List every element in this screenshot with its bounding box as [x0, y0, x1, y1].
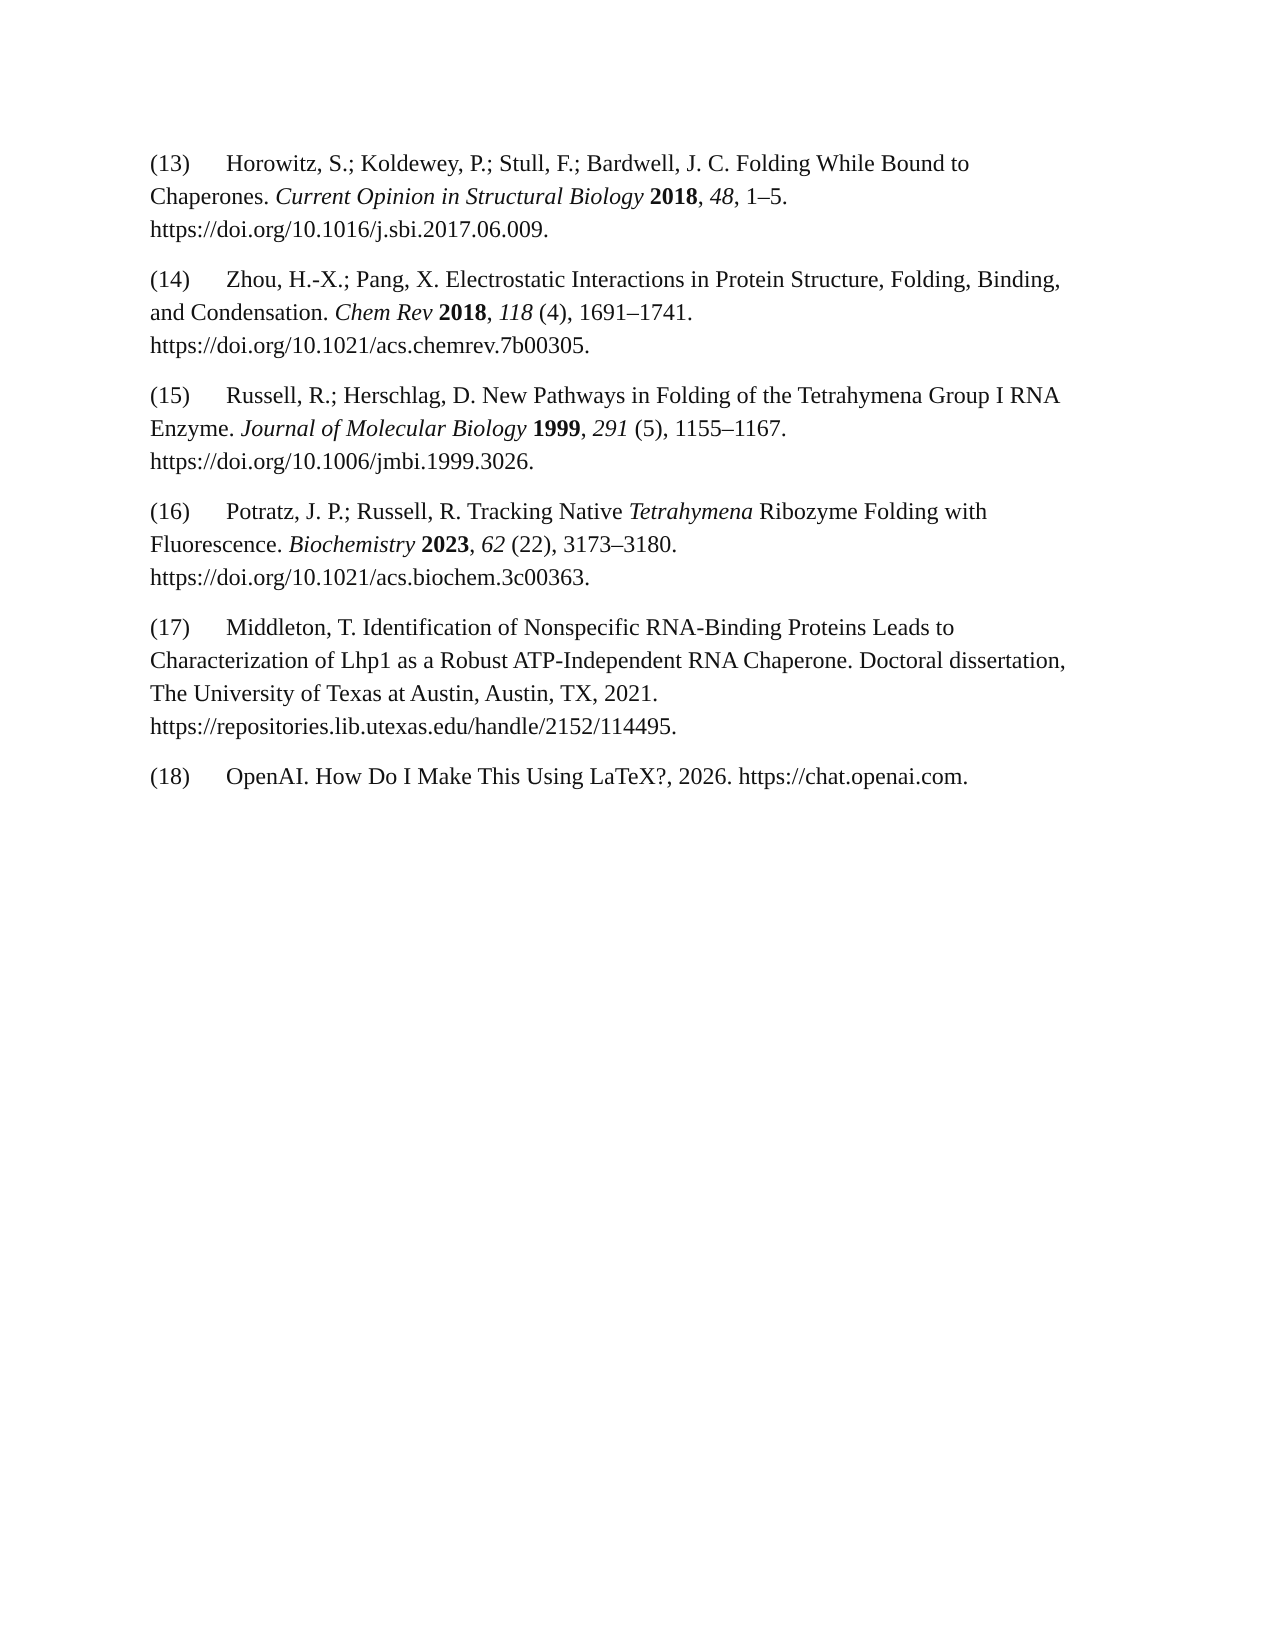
reference-volume: 118 — [498, 300, 533, 326]
reference-volume: 48 — [709, 184, 734, 210]
reference-title: Chaperones. — [150, 184, 270, 210]
reference-year: 1999 — [532, 416, 581, 442]
reference-line: Characterization of Lhp1 as a Robust ATP-Independent RNA Chaperone. Doctoral dissertation, — [150, 648, 1066, 674]
reference-15 — [150, 380, 1110, 479]
reference-year: 2023 — [421, 532, 470, 558]
reference-pages: , 1–5. — [733, 184, 788, 210]
reference-line — [150, 496, 1110, 529]
reference-14 — [150, 264, 1110, 363]
reference-journal: Biochemistry — [288, 532, 416, 558]
reference-title-organism: Tetrahymena — [628, 499, 754, 525]
reference-number: (17) — [150, 615, 190, 641]
reference-line: Enzyme. Journal of Molecular Biology 1999, 291 (5), 1155–1167. — [150, 416, 787, 442]
reference-line: Chaperones. Current Opinion in Structural Biology 2018, 48, 1–5. — [150, 184, 788, 210]
reference-url: https://repositories.lib.utexas.edu/handle/2152/114495. — [150, 714, 678, 740]
reference-number: (15) — [150, 383, 190, 409]
reference-number: (13) — [150, 151, 190, 177]
reference-16 — [150, 496, 1110, 595]
reference-13 — [150, 148, 1110, 247]
reference-list — [150, 148, 1110, 811]
reference-authors: Middleton, T. — [226, 615, 357, 641]
reference-line — [150, 761, 1110, 794]
reference-year: 2018 — [649, 184, 698, 210]
reference-doi: https://doi.org/10.1021/acs.biochem.3c00363. — [150, 565, 591, 591]
reference-line — [150, 380, 1110, 413]
reference-title: Identification of Nonspecific RNA-Binding Proteins Leads to — [362, 615, 955, 641]
reference-authors: Russell, R.; Herschlag, D. — [226, 383, 476, 409]
reference-line: The University of Texas at Austin, Austin, TX, 2021. — [150, 681, 659, 707]
reference-journal: Journal of Molecular Biology — [240, 416, 527, 442]
reference-title: Ribozyme Folding with — [759, 499, 988, 525]
reference-authors: Zhou, H.-X.; Pang, X. — [226, 267, 440, 293]
reference-volume: 291 — [592, 416, 629, 442]
reference-pages: (5), 1155–1167. — [628, 416, 787, 442]
reference-journal: Current Opinion in Structural Biology — [275, 184, 644, 210]
reference-journal: Chem Rev — [334, 300, 433, 326]
reference-doi: https://doi.org/10.1006/jmbi.1999.3026. — [150, 449, 535, 475]
reference-number: (18) — [150, 764, 190, 790]
reference-pages: (22), 3173–3180. — [505, 532, 678, 558]
reference-line — [150, 612, 1110, 645]
reference-line — [150, 148, 1110, 181]
reference-pages: (4), 1691–1741. — [532, 300, 693, 326]
reference-title: Electrostatic Interactions in Protein Structure, Folding, Binding, — [445, 267, 1061, 293]
reference-volume: 62 — [481, 532, 506, 558]
reference-doi: https://doi.org/10.1021/acs.chemrev.7b00305. — [150, 333, 590, 359]
reference-title: Enzyme. — [150, 416, 235, 442]
reference-line: Fluorescence. Biochemistry 2023, 62 (22), 3173–3180. — [150, 532, 678, 558]
reference-number: (16) — [150, 499, 190, 525]
reference-authors: Potratz, J. P.; Russell, R. — [226, 499, 462, 525]
reference-line: and Condensation. Chem Rev 2018, 118 (4), 1691–1741. — [150, 300, 693, 326]
reference-year: 2018 — [438, 300, 487, 326]
reference-18 — [150, 761, 1110, 794]
reference-title: Fluorescence. — [150, 532, 283, 558]
reference-title: Folding While Bound to — [735, 151, 970, 177]
reference-doi: https://doi.org/10.1016/j.sbi.2017.06.009. — [150, 217, 549, 243]
reference-authors: Horowitz, S.; Koldewey, P.; Stull, F.; Bardwell, J. C. — [226, 151, 730, 177]
reference-title: New Pathways in Folding of the Tetrahymena Group I RNA — [481, 383, 1061, 409]
reference-line — [150, 264, 1110, 297]
reference-title: Tracking Native — [466, 499, 623, 525]
reference-17 — [150, 612, 1110, 744]
reference-text: OpenAI. How Do I Make This Using LaTeX?, 2026. https://chat.openai.com. — [226, 764, 969, 790]
reference-number: (14) — [150, 267, 190, 293]
reference-title: and Condensation. — [150, 300, 329, 326]
